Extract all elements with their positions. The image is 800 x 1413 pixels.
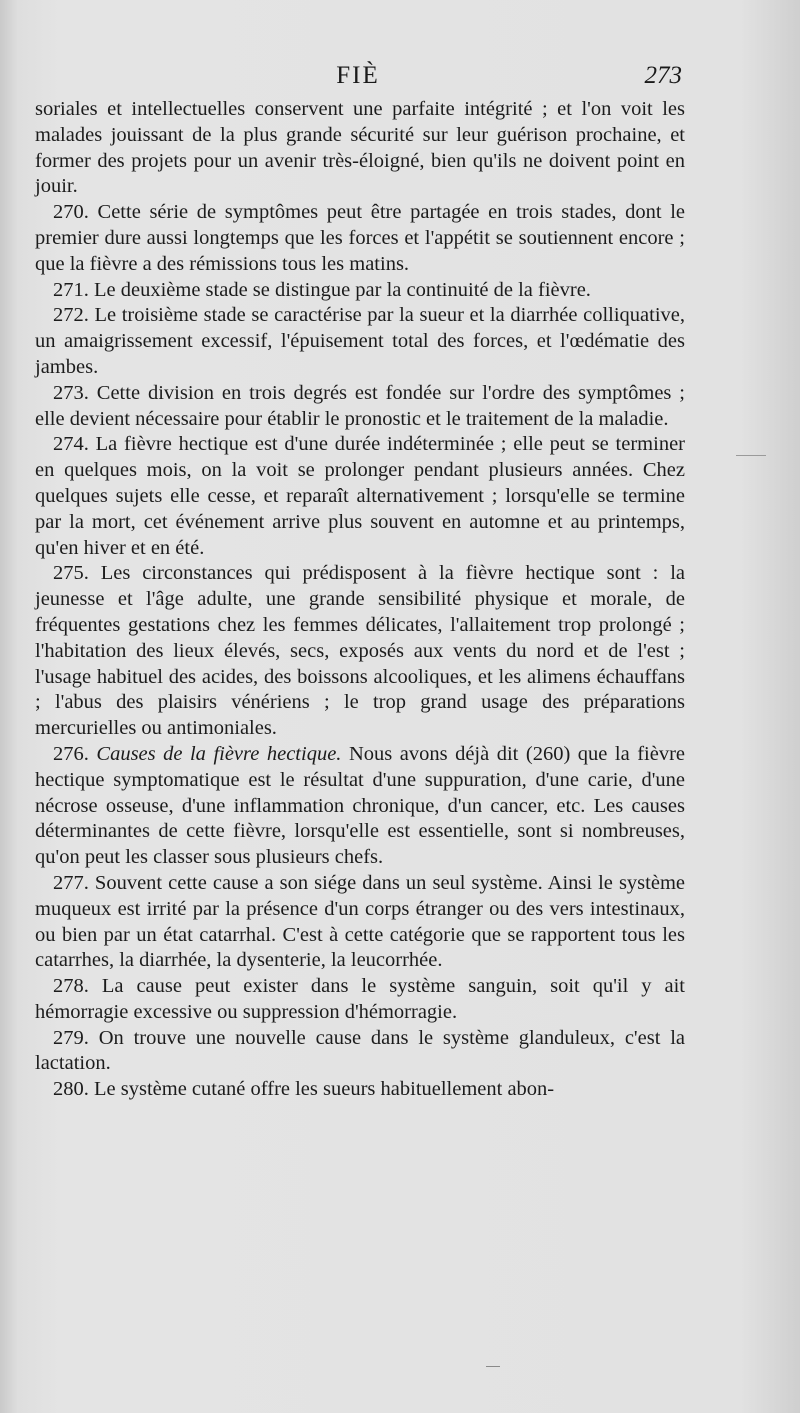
page-number: 273 xyxy=(644,62,682,89)
paragraph-number: 279. xyxy=(53,1026,89,1049)
paragraph-number: 280. xyxy=(53,1078,89,1101)
paragraph-280 xyxy=(35,1077,685,1103)
paragraph-number: 272. xyxy=(53,304,89,327)
paragraph-number: 270. xyxy=(53,201,89,224)
paragraph-278 xyxy=(35,974,685,1026)
paragraph-number: 274. xyxy=(53,433,89,456)
footer-mark xyxy=(486,1366,500,1367)
paragraph-273 xyxy=(35,381,685,433)
paragraph-279 xyxy=(35,1026,685,1078)
paragraph-number: 278. xyxy=(53,975,89,998)
section-title: Causes de la fièvre hectique. xyxy=(96,742,342,765)
paragraph-number: 277. xyxy=(53,871,89,894)
paragraph-272 xyxy=(35,303,685,380)
paragraph-274 xyxy=(35,432,685,561)
paragraph-text: soriales et intellectuelles conservent une parfaite intégrité ; et l'on voit les malades jouissant de la plus grande sécurité sur leur guérison prochaine, et former des projets pour un avenir très-éloigné, bien qu'ils ne doivent point en jouir. xyxy=(35,98,685,198)
paragraph-continued xyxy=(35,97,685,200)
paragraph-271 xyxy=(35,278,685,304)
running-head: FIÈ xyxy=(336,62,380,89)
paragraph-number: 275. xyxy=(53,562,89,585)
paragraph-277 xyxy=(35,871,685,974)
paragraph-text: Nous avons déjà dit (260) que la fièvre hectique symptomatique est le résultat d'une suppuration, d'une carie, d'une nécrose osseuse, d'une inflammation chronique, d'un cancer, etc. Les causes déterminantes de cette fièvre, lorsqu'elle est essentielle, sont si nombreuses, qu'on peut les classer sous plusieurs chefs. xyxy=(35,742,685,869)
paragraph-text: La fièvre hectique est d'une durée indéterminée ; elle peut se terminer en quelques mois, on la voit se prolonger pendant plusieurs années. Chez quelques sujets elle cesse, et reparaît alternativement ; lorsqu'elle se termine par la mort, cet événement arrive plus souvent en automne et au printemps, qu'en hiver et en été. xyxy=(35,433,685,559)
margin-mark xyxy=(736,455,766,456)
paragraph-text: Cette série de symptômes peut être partagée en trois stades, dont le premier dure aussi longtemps que les forces et l'appétit se soutiennent encore ; que la fièvre a des rémissions tous les matins. xyxy=(35,201,686,275)
paragraph-text: Le deuxième stade se distingue par la continuité de la fièvre. xyxy=(94,278,591,301)
paragraph-270 xyxy=(35,200,685,277)
paragraph-text: Les circonstances qui prédisposent à la fièvre hectique sont : la jeunesse et l'âge adulte, une grande sensibilité physique et morale, de fréquentes gestations chez les femmes délicates, l'allaitement trop prolongé ; l'habitation des lieux élevés, secs, exposés aux vents du nord et de l'est ; l'usage habituel des acides, des boissons alcooliques, et les alimens échauffans ; l'abus des plaisirs vénériens ; le trop grand usage des préparations mercurielles ou antimoniales. xyxy=(35,562,686,740)
paragraph-number: 276. xyxy=(53,742,89,765)
paragraph-text: Le système cutané offre les sueurs habituellement abon- xyxy=(94,1078,555,1101)
paragraph-text: La cause peut exister dans le système sanguin, soit qu'il y ait hémorragie excessive ou suppression d'hémorragie. xyxy=(35,975,685,1023)
paragraph-text: Cette division en trois degrés est fondée sur l'ordre des symptômes ; elle devient nécessaire pour établir le pronostic et le traitement de la maladie. xyxy=(35,381,686,430)
paragraph-number: 273. xyxy=(53,381,89,404)
paragraph-276 xyxy=(35,742,685,871)
page-header xyxy=(0,62,800,102)
paragraph-275 xyxy=(35,561,685,742)
paragraph-number: 271. xyxy=(53,278,89,301)
paragraph-text: On trouve une nouvelle cause dans le système glanduleux, c'est la lactation. xyxy=(35,1026,685,1075)
paragraph-text: Le troisième stade se caractérise par la sueur et la diarrhée colliquative, un amaigrissement excessif, l'épuisement total des forces, et l'œdématie des jambes. xyxy=(35,304,686,378)
body-text xyxy=(35,97,685,1103)
paragraph-text: Souvent cette cause a son siége dans un seul système. Ainsi le système muqueux est irrité par la présence d'un corps étranger ou des vers intestinaux, ou bien par un état catarrhal. C'est à cette catégorie que se rapportent tous les catarrhes, la diarrhée, la dysenterie, la leucorrhée. xyxy=(35,871,685,972)
